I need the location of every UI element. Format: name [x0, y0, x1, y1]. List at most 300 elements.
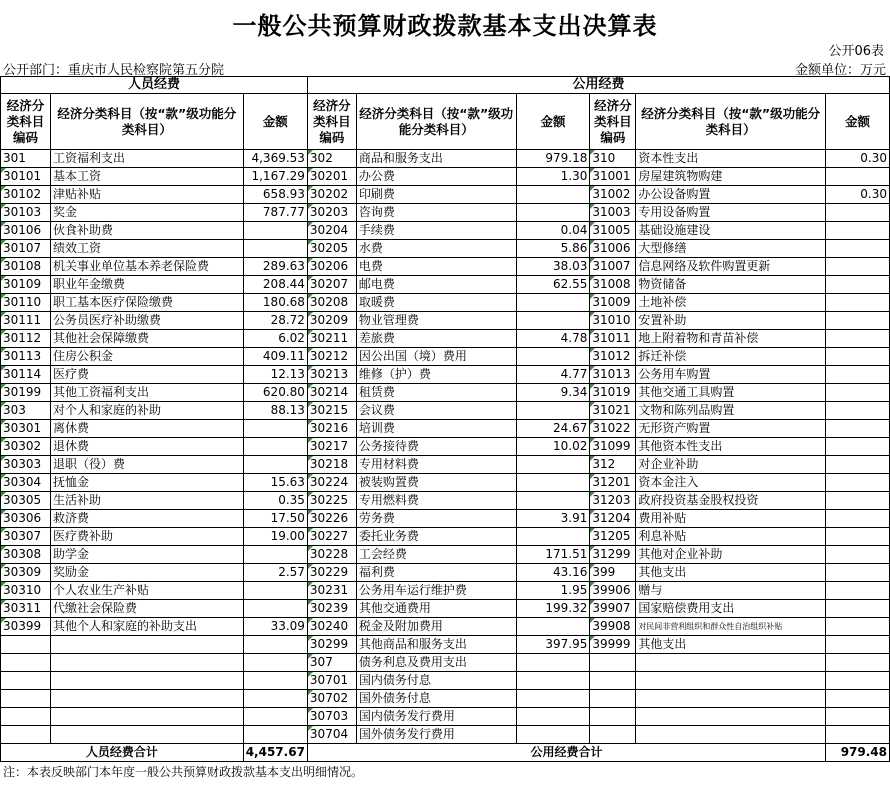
cell-amount: 38.03 — [516, 258, 590, 276]
cell-amount: 787.77 — [243, 204, 307, 222]
cell-code: 31201 — [590, 474, 636, 492]
table-row — [1, 474, 890, 492]
cell-name: 公务用车运行维护费 — [356, 582, 516, 600]
cell-code — [1, 672, 51, 690]
cell-amount — [826, 690, 890, 708]
cell-code: 31003 — [590, 204, 636, 222]
cell-name: 专用燃料费 — [356, 492, 516, 510]
cell-amount: 199.32 — [516, 600, 590, 618]
cell-name: 福利费 — [356, 564, 516, 582]
cell-code: 30111 — [1, 312, 51, 330]
cell-amount: 4,369.53 — [243, 150, 307, 168]
cell-name: 其他交通工具购置 — [636, 384, 826, 402]
table-row — [1, 438, 890, 456]
cell-amount: 1.95 — [516, 582, 590, 600]
cell-name: 商品和服务支出 — [356, 150, 516, 168]
cell-amount — [826, 312, 890, 330]
cell-name — [50, 690, 243, 708]
table-footnote: 注：本表反映部门本年度一般公共预算财政拨款基本支出明细情况。 — [3, 765, 364, 779]
cell-name — [636, 726, 826, 744]
cell-code: 30701 — [307, 672, 356, 690]
cell-amount: 4.77 — [516, 366, 590, 384]
cell-name: 拆迁补偿 — [636, 348, 826, 366]
cell-name: 机关事业单位基本养老保险费 — [50, 258, 243, 276]
cell-name: 国内债务发行费用 — [356, 708, 516, 726]
table-row — [1, 636, 890, 654]
table-row — [1, 258, 890, 276]
cell-code: 30311 — [1, 600, 51, 618]
table-row — [1, 708, 890, 726]
cell-code: 31204 — [590, 510, 636, 528]
cell-code — [1, 708, 51, 726]
table-row — [1, 222, 890, 240]
cell-amount — [243, 600, 307, 618]
cell-name: 资本金注入 — [636, 474, 826, 492]
cell-amount — [826, 492, 890, 510]
cell-code — [1, 690, 51, 708]
cell-code: 30204 — [307, 222, 356, 240]
cell-name: 对企业补助 — [636, 456, 826, 474]
cell-name: 咨询费 — [356, 204, 516, 222]
cell-amount: 15.63 — [243, 474, 307, 492]
total-row — [1, 744, 890, 762]
table-row — [1, 294, 890, 312]
cell-name — [50, 672, 243, 690]
cell-code: 31299 — [590, 546, 636, 564]
cell-code: 30231 — [307, 582, 356, 600]
section-personnel: 人员经费 — [1, 77, 308, 94]
cell-amount — [516, 492, 590, 510]
cell-code: 30703 — [307, 708, 356, 726]
cell-amount — [826, 366, 890, 384]
table-row — [1, 168, 890, 186]
cell-name: 代缴社会保险费 — [50, 600, 243, 618]
cell-code: 30207 — [307, 276, 356, 294]
cell-name: 其他社会保障缴费 — [50, 330, 243, 348]
cell-name: 因公出国（境）费用 — [356, 348, 516, 366]
cell-amount — [826, 474, 890, 492]
cell-amount — [243, 708, 307, 726]
cell-amount — [516, 726, 590, 744]
cell-amount — [516, 618, 590, 636]
cell-amount — [826, 528, 890, 546]
cell-name: 奖励金 — [50, 564, 243, 582]
cell-code: 30308 — [1, 546, 51, 564]
cell-code: 30101 — [1, 168, 51, 186]
cell-amount — [826, 222, 890, 240]
cell-amount — [826, 330, 890, 348]
cell-amount — [516, 474, 590, 492]
cell-code: 31099 — [590, 438, 636, 456]
cell-name: 专用设备购置 — [636, 204, 826, 222]
cell-amount: 658.93 — [243, 186, 307, 204]
table-row — [1, 384, 890, 402]
cell-amount — [826, 204, 890, 222]
cell-name: 大型修缮 — [636, 240, 826, 258]
cell-code: 30702 — [307, 690, 356, 708]
cell-name: 其他个人和家庭的补助支出 — [50, 618, 243, 636]
cell-name: 会议费 — [356, 402, 516, 420]
total-public-label: 公用经费合计 — [307, 744, 825, 762]
cell-amount — [826, 276, 890, 294]
cell-name: 利息补贴 — [636, 528, 826, 546]
cell-amount — [826, 456, 890, 474]
cell-name: 政府投资基金股权投资 — [636, 492, 826, 510]
cell-amount: 88.13 — [243, 402, 307, 420]
cell-code: 31203 — [590, 492, 636, 510]
cell-name — [636, 654, 826, 672]
cell-code: 301 — [1, 150, 51, 168]
cell-code: 30229 — [307, 564, 356, 582]
cell-amount — [243, 672, 307, 690]
table-row — [1, 582, 890, 600]
cell-name: 水费 — [356, 240, 516, 258]
cell-name: 委托业务费 — [356, 528, 516, 546]
cell-name: 工会经费 — [356, 546, 516, 564]
cell-name: 信息网络及软件购置更新 — [636, 258, 826, 276]
cell-code: 30216 — [307, 420, 356, 438]
cell-amount — [826, 384, 890, 402]
cell-amount — [516, 402, 590, 420]
cell-amount: 0.30 — [826, 186, 890, 204]
cell-name: 公务员医疗补助缴费 — [50, 312, 243, 330]
cell-code: 30218 — [307, 456, 356, 474]
cell-amount: 10.02 — [516, 438, 590, 456]
table-row — [1, 312, 890, 330]
table-row — [1, 150, 890, 168]
header-name: 经济分类科目（按“款”级功能分类科目） — [636, 94, 826, 150]
table-row — [1, 564, 890, 582]
cell-code: 307 — [307, 654, 356, 672]
table-row — [1, 348, 890, 366]
cell-amount — [516, 204, 590, 222]
header-code: 经济分类科目编码 — [307, 94, 356, 150]
cell-name: 债务利息及费用支出 — [356, 654, 516, 672]
cell-amount: 171.51 — [516, 546, 590, 564]
cell-code: 31022 — [590, 420, 636, 438]
cell-amount — [826, 618, 890, 636]
cell-amount: 2.57 — [243, 564, 307, 582]
cell-code: 30203 — [307, 204, 356, 222]
cell-name: 取暖费 — [356, 294, 516, 312]
cell-amount: 17.50 — [243, 510, 307, 528]
cell-name: 助学金 — [50, 546, 243, 564]
cell-name: 对民间非营利组织和群众性自治组织补贴 — [636, 618, 826, 636]
table-row — [1, 204, 890, 222]
cell-amount: 620.80 — [243, 384, 307, 402]
cell-code: 31008 — [590, 276, 636, 294]
cell-code: 30399 — [1, 618, 51, 636]
cell-amount — [826, 168, 890, 186]
cell-name — [636, 690, 826, 708]
cell-amount — [243, 240, 307, 258]
cell-code: 30208 — [307, 294, 356, 312]
table-row — [1, 618, 890, 636]
department-label: 公开部门：重庆市人民检察院第五分院 — [3, 63, 225, 78]
cell-name: 专用材料费 — [356, 456, 516, 474]
header-code: 经济分类科目编码 — [1, 94, 51, 150]
cell-code: 30217 — [307, 438, 356, 456]
cell-code: 30227 — [307, 528, 356, 546]
cell-amount: 208.44 — [243, 276, 307, 294]
cell-name: 物业管理费 — [356, 312, 516, 330]
column-header-row — [1, 94, 890, 150]
cell-code: 30228 — [307, 546, 356, 564]
cell-amount — [243, 456, 307, 474]
cell-name: 劳务费 — [356, 510, 516, 528]
table-row — [1, 330, 890, 348]
cell-name: 物资储备 — [636, 276, 826, 294]
cell-amount — [826, 546, 890, 564]
cell-code: 30103 — [1, 204, 51, 222]
cell-code: 30102 — [1, 186, 51, 204]
cell-code: 30211 — [307, 330, 356, 348]
cell-name: 地上附着物和青苗补偿 — [636, 330, 826, 348]
cell-code — [590, 690, 636, 708]
cell-name: 工资福利支出 — [50, 150, 243, 168]
cell-name: 国外债务发行费用 — [356, 726, 516, 744]
table-row — [1, 420, 890, 438]
cell-name: 办公设备购置 — [636, 186, 826, 204]
cell-name — [50, 654, 243, 672]
table-row — [1, 726, 890, 744]
cell-amount — [243, 438, 307, 456]
cell-code: 30109 — [1, 276, 51, 294]
cell-name: 土地补偿 — [636, 294, 826, 312]
cell-code — [1, 636, 51, 654]
cell-code: 30309 — [1, 564, 51, 582]
cell-amount — [826, 240, 890, 258]
cell-name: 对个人和家庭的补助 — [50, 402, 243, 420]
cell-code: 31021 — [590, 402, 636, 420]
cell-name: 其他工资福利支出 — [50, 384, 243, 402]
cell-code: 30303 — [1, 456, 51, 474]
cell-name: 国外债务付息 — [356, 690, 516, 708]
cell-amount — [243, 222, 307, 240]
table-row — [1, 690, 890, 708]
cell-amount — [826, 348, 890, 366]
table-row — [1, 456, 890, 474]
cell-amount: 0.35 — [243, 492, 307, 510]
cell-name: 差旅费 — [356, 330, 516, 348]
cell-amount — [516, 312, 590, 330]
cell-code — [590, 654, 636, 672]
section-public: 公用经费 — [307, 77, 889, 94]
cell-amount — [826, 654, 890, 672]
cell-name: 安置补助 — [636, 312, 826, 330]
cell-amount — [243, 726, 307, 744]
cell-code: 31007 — [590, 258, 636, 276]
cell-code: 30107 — [1, 240, 51, 258]
cell-name — [50, 636, 243, 654]
cell-code: 30213 — [307, 366, 356, 384]
cell-name: 国内债务付息 — [356, 672, 516, 690]
cell-amount — [516, 690, 590, 708]
cell-name: 无形资产购置 — [636, 420, 826, 438]
cell-name: 津贴补贴 — [50, 186, 243, 204]
cell-code: 30299 — [307, 636, 356, 654]
cell-amount — [516, 672, 590, 690]
cell-code: 310 — [590, 150, 636, 168]
cell-name: 房屋建筑物购建 — [636, 168, 826, 186]
cell-code: 31012 — [590, 348, 636, 366]
cell-name: 医疗费 — [50, 366, 243, 384]
cell-code: 30704 — [307, 726, 356, 744]
cell-amount — [516, 456, 590, 474]
cell-code: 39907 — [590, 600, 636, 618]
cell-amount: 62.55 — [516, 276, 590, 294]
cell-name: 绩效工资 — [50, 240, 243, 258]
cell-amount — [516, 528, 590, 546]
cell-code: 31205 — [590, 528, 636, 546]
cell-name: 国家赔偿费用支出 — [636, 600, 826, 618]
cell-name: 抚恤金 — [50, 474, 243, 492]
cell-code: 31010 — [590, 312, 636, 330]
cell-name: 税金及附加费用 — [356, 618, 516, 636]
cell-code — [590, 726, 636, 744]
cell-name: 其他支出 — [636, 636, 826, 654]
cell-name: 基础设施建设 — [636, 222, 826, 240]
cell-code: 30201 — [307, 168, 356, 186]
cell-name — [636, 672, 826, 690]
cell-amount — [826, 438, 890, 456]
header-code: 经济分类科目编码 — [590, 94, 636, 150]
cell-code: 30301 — [1, 420, 51, 438]
table-row — [1, 402, 890, 420]
table-row — [1, 546, 890, 564]
cell-name: 职工基本医疗保险缴费 — [50, 294, 243, 312]
cell-amount — [826, 564, 890, 582]
cell-code: 30199 — [1, 384, 51, 402]
cell-amount — [516, 708, 590, 726]
cell-amount: 180.68 — [243, 294, 307, 312]
cell-amount: 0.30 — [826, 150, 890, 168]
cell-code: 31006 — [590, 240, 636, 258]
cell-code — [1, 726, 51, 744]
cell-amount — [516, 348, 590, 366]
cell-name: 基本工资 — [50, 168, 243, 186]
table-row — [1, 672, 890, 690]
cell-amount — [826, 636, 890, 654]
cell-name: 邮电费 — [356, 276, 516, 294]
cell-amount: 28.72 — [243, 312, 307, 330]
cell-amount — [243, 654, 307, 672]
cell-name: 电费 — [356, 258, 516, 276]
cell-amount: 12.13 — [243, 366, 307, 384]
cell-name: 被装购置费 — [356, 474, 516, 492]
cell-code: 312 — [590, 456, 636, 474]
cell-code: 30240 — [307, 618, 356, 636]
cell-code: 30225 — [307, 492, 356, 510]
header-amount: 金额 — [516, 94, 590, 150]
cell-amount — [826, 582, 890, 600]
table-row — [1, 654, 890, 672]
cell-code: 399 — [590, 564, 636, 582]
header-name: 经济分类科目（按“款”级功能分类科目） — [50, 94, 243, 150]
cell-name — [50, 708, 243, 726]
cell-code: 30214 — [307, 384, 356, 402]
cell-code: 30202 — [307, 186, 356, 204]
cell-amount: 19.00 — [243, 528, 307, 546]
cell-code: 30302 — [1, 438, 51, 456]
cell-amount — [243, 636, 307, 654]
cell-code: 39999 — [590, 636, 636, 654]
table-row — [1, 186, 890, 204]
report-title: 一般公共预算财政拨款基本支出决算表 — [232, 12, 658, 40]
cell-amount: 0.04 — [516, 222, 590, 240]
cell-code: 31019 — [590, 384, 636, 402]
cell-amount: 9.34 — [516, 384, 590, 402]
cell-code — [590, 708, 636, 726]
table-row — [1, 366, 890, 384]
cell-code: 30212 — [307, 348, 356, 366]
cell-code: 30106 — [1, 222, 51, 240]
cell-code: 30206 — [307, 258, 356, 276]
cell-amount — [826, 402, 890, 420]
cell-amount — [243, 420, 307, 438]
table-row — [1, 528, 890, 546]
cell-code: 30310 — [1, 582, 51, 600]
cell-code: 30113 — [1, 348, 51, 366]
cell-code: 30112 — [1, 330, 51, 348]
cell-name: 其他资本性支出 — [636, 438, 826, 456]
amount-unit-label: 金额单位：万元 — [794, 63, 886, 78]
cell-code: 30239 — [307, 600, 356, 618]
cell-amount: 4.78 — [516, 330, 590, 348]
cell-amount: 33.09 — [243, 618, 307, 636]
cell-name: 住房公积金 — [50, 348, 243, 366]
cell-code — [1, 654, 51, 672]
cell-name: 其他交通费用 — [356, 600, 516, 618]
cell-code: 30114 — [1, 366, 51, 384]
cell-code: 30307 — [1, 528, 51, 546]
cell-amount — [826, 294, 890, 312]
cell-name: 公务用车购置 — [636, 366, 826, 384]
cell-code: 30215 — [307, 402, 356, 420]
cell-amount — [516, 654, 590, 672]
cell-code: 31009 — [590, 294, 636, 312]
cell-code: 30224 — [307, 474, 356, 492]
table-row — [1, 240, 890, 258]
cell-code: 303 — [1, 402, 51, 420]
cell-code: 39908 — [590, 618, 636, 636]
cell-amount — [243, 582, 307, 600]
total-personnel-amount: 4,457.67 — [243, 744, 307, 762]
form-number: 公开06表 — [828, 44, 884, 59]
cell-code: 31011 — [590, 330, 636, 348]
cell-amount: 24.67 — [516, 420, 590, 438]
header-name: 经济分类科目（按“款”级功能分类科目） — [356, 94, 516, 150]
cell-amount: 409.11 — [243, 348, 307, 366]
cell-amount: 43.16 — [516, 564, 590, 582]
cell-amount — [826, 600, 890, 618]
cell-name: 其他商品和服务支出 — [356, 636, 516, 654]
table-row — [1, 492, 890, 510]
total-public-amount: 979.48 — [826, 744, 890, 762]
cell-name: 手续费 — [356, 222, 516, 240]
cell-code: 30108 — [1, 258, 51, 276]
header-amount: 金额 — [243, 94, 307, 150]
cell-amount — [243, 690, 307, 708]
cell-code: 30306 — [1, 510, 51, 528]
cell-amount: 6.02 — [243, 330, 307, 348]
cell-code: 30209 — [307, 312, 356, 330]
cell-name: 职业年金缴费 — [50, 276, 243, 294]
cell-code: 30110 — [1, 294, 51, 312]
table-row — [1, 510, 890, 528]
cell-name: 其他对企业补助 — [636, 546, 826, 564]
cell-code: 31013 — [590, 366, 636, 384]
